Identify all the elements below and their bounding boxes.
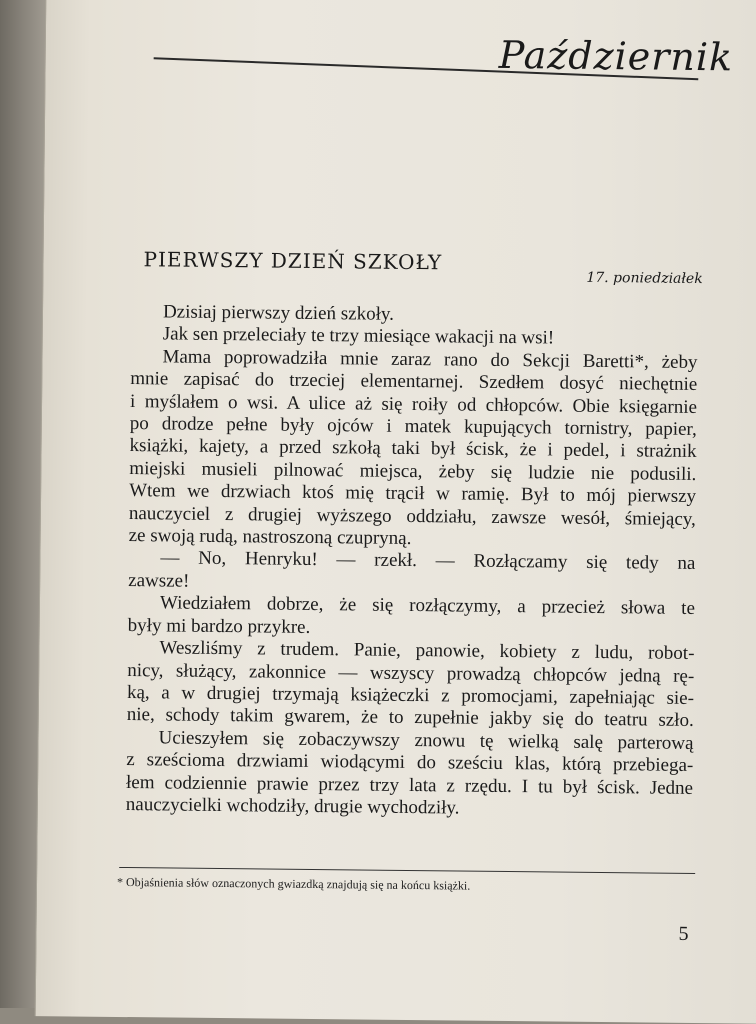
text-line: Weszliśmy z trudem. Panie, panowie, kobiety z ludu, robot- xyxy=(159,637,695,665)
page-number: 5 xyxy=(678,922,689,945)
text-line: i myślałem o wsi. A ulice aż się roiły od chłopców. Obie księgarnie xyxy=(129,390,698,418)
text-line: ką, a w drugiej trzymają książeczki z promocjami, zapełniając sie- xyxy=(126,681,695,709)
text-line: miejski musieli pilnować miejsca, żeby się ludzie nie podusili. xyxy=(129,457,697,485)
text-line: książki, kajety, a przed szkołą taki był ścisk, że i pedel, i strażnik xyxy=(129,435,697,463)
month-heading: Październik xyxy=(498,32,734,80)
chapter-title: PIERWSZY DZIEŃ SZKOŁY xyxy=(143,247,443,275)
text-line: nauczyciel z drugiej wyższego oddziału, zawsze wesół, śmiejący, xyxy=(128,502,696,530)
text-line: łem codziennie prawie przez trzy lata z rzędu. I tu był ścisk. Jedne xyxy=(125,771,694,799)
text-line: po drodze pełne były ojców i matek kupujących tornistry, papier, xyxy=(129,413,697,441)
footnote: * Objaśnienia słów oznaczonych gwiazdką znajdują się na końcu książki. xyxy=(116,874,471,893)
text-line: Ucieszyłem się zobaczywszy znowu tę wielką salę parterową xyxy=(158,727,694,754)
text-line: były mi bardzo przykre. xyxy=(127,614,311,638)
text-line: z sześcioma drzwiami wiodącymi do sześciu klas, którą przebiega- xyxy=(126,749,694,777)
text-line: mnie zapisać do trzeciej elementarnej. Szedłem dosyć niechętnie xyxy=(130,368,698,396)
text-line: nie, schody takim gwarem, że to zupełnie jakby się do teatru szło. xyxy=(126,704,694,732)
text-line: nauczycielki wchodziły, drugie wychodziły. xyxy=(125,793,460,819)
text-line: Dzisiaj pierwszy dzień szkoły. xyxy=(162,301,395,325)
text-line: nicy, służący, zakonnice — wszyscy prowadzą chłopców jedną rę- xyxy=(127,659,695,687)
text-line: ze swoją rudą, nastroszoną czupryną. xyxy=(128,525,412,550)
text-line: zawsze! xyxy=(128,569,190,592)
text-line: Wtem we drzwiach ktoś mię trącił w ramię. Był to mój pierwszy xyxy=(129,480,697,508)
book-page xyxy=(35,0,756,1024)
footnote-rule xyxy=(119,867,695,874)
text-line: Mama poprowadziła mnie zaraz rano do Sekcji Baretti*, żeby xyxy=(162,346,698,373)
text-line: — No, Henryku! — rzekł. — Rozłączamy się tedy na xyxy=(160,547,696,575)
body-text xyxy=(126,301,698,822)
chapter-date: 17. poniedziałek xyxy=(586,269,703,288)
text-line: Wiedziałem dobrze, że się rozłączymy, a przecież słowa te xyxy=(159,592,696,620)
text-line: Jak sen przeleciały te trzy miesiące wakacji na wsi! xyxy=(162,323,555,349)
